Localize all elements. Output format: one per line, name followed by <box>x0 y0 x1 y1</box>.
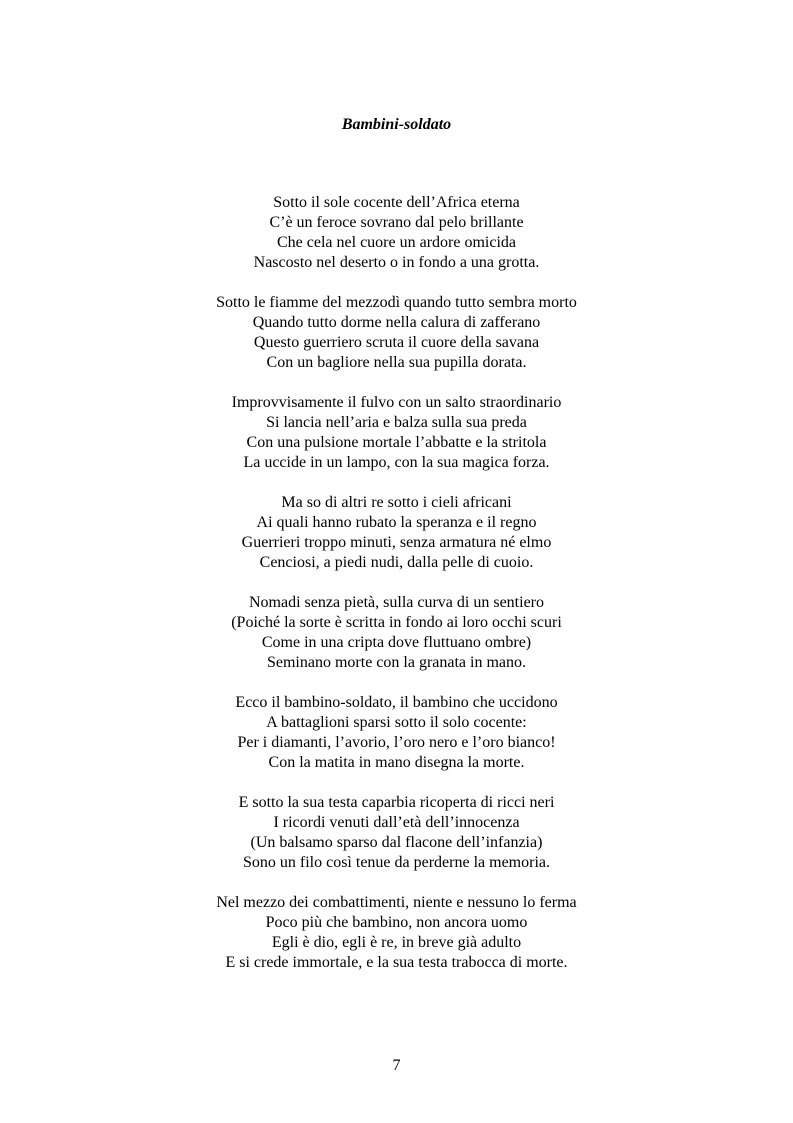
poem-line: (Un balsamo sparso dal flacone dell’infanzia) <box>250 834 543 851</box>
poem-line: E si crede immortale, e la sua testa trabocca di morte. <box>225 954 568 971</box>
poem-body <box>0 193 793 993</box>
poem-line: Quando tutto dorme nella calura di zafferano <box>252 314 541 331</box>
poem-line: (Poiché la sorte è scritta in fondo ai loro occhi scuri <box>231 614 562 631</box>
poem-line: Sotto il sole cocente dell’Africa eterna <box>273 194 520 211</box>
poem-line: C’è un feroce sovrano dal pelo brillante <box>269 214 524 231</box>
poem-line: Improvvisamente il fulvo con un salto straordinario <box>231 394 562 411</box>
stanza-2 <box>0 293 793 373</box>
poem-line: Come in una cripta dove fluttuano ombre) <box>261 634 532 651</box>
poem-line: Poco più che bambino, non ancora uomo <box>265 914 528 931</box>
page-number: 7 <box>392 1057 401 1074</box>
poem-line: La uccide in un lampo, con la sua magica forza. <box>243 454 550 471</box>
poem-line: Con un bagliore nella sua pupilla dorata. <box>266 354 527 371</box>
poem-title: Bambini-soldato <box>341 116 452 133</box>
poem-line: I ricordi venuti dall’età dell’innocenza <box>273 814 520 831</box>
poem-line: Cenciosi, a piedi nudi, dalla pelle di cuoio. <box>259 554 534 571</box>
stanza-1 <box>0 193 793 273</box>
poem-line: Sono un filo così tenue da perderne la memoria. <box>242 854 550 871</box>
poem-line: Con la matita in mano disegna la morte. <box>268 754 525 771</box>
poem-line: Nascosto nel deserto o in fondo a una grotta. <box>253 254 540 271</box>
poem-line: Per i diamanti, l’avorio, l’oro nero e l’oro bianco! <box>237 734 556 751</box>
poem-line: Che cela nel cuore un ardore omicida <box>277 234 516 251</box>
poem-line: Nel mezzo dei combattimenti, niente e nessuno lo ferma <box>216 894 577 911</box>
stanza-8 <box>0 893 793 973</box>
stanza-7 <box>0 793 793 873</box>
poem-line: Seminano morte con la granata in mano. <box>266 654 527 671</box>
poem-line: Sotto le fiamme del mezzodì quando tutto sembra morto <box>216 294 577 311</box>
poem-line: Ai quali hanno rubato la speranza e il regno <box>256 514 537 531</box>
poem-line: Con una pulsione mortale l’abbatte e la stritola <box>246 434 547 451</box>
poem-line: Ecco il bambino-soldato, il bambino che uccidono <box>235 694 558 711</box>
poem-line: Si lancia nell’aria e balza sulla sua preda <box>266 414 527 431</box>
stanza-5 <box>0 593 793 673</box>
poem-line: Guerrieri troppo minuti, senza armatura né elmo <box>241 534 552 551</box>
poem-line: Nomadi senza pietà, sulla curva di un sentiero <box>248 594 544 611</box>
poem-line: Questo guerriero scruta il cuore della savana <box>253 334 540 351</box>
stanza-3 <box>0 393 793 473</box>
stanza-4 <box>0 493 793 573</box>
poem-line: Ma so di altri re sotto i cieli africani <box>281 494 512 511</box>
poem-line: Egli è dio, egli è re, in breve già adulto <box>271 934 522 951</box>
poem-line: E sotto la sua testa caparbia ricoperta di ricci neri <box>238 794 555 811</box>
poem-line: A battaglioni sparsi sotto il solo cocente: <box>266 714 527 731</box>
stanza-6 <box>0 693 793 773</box>
